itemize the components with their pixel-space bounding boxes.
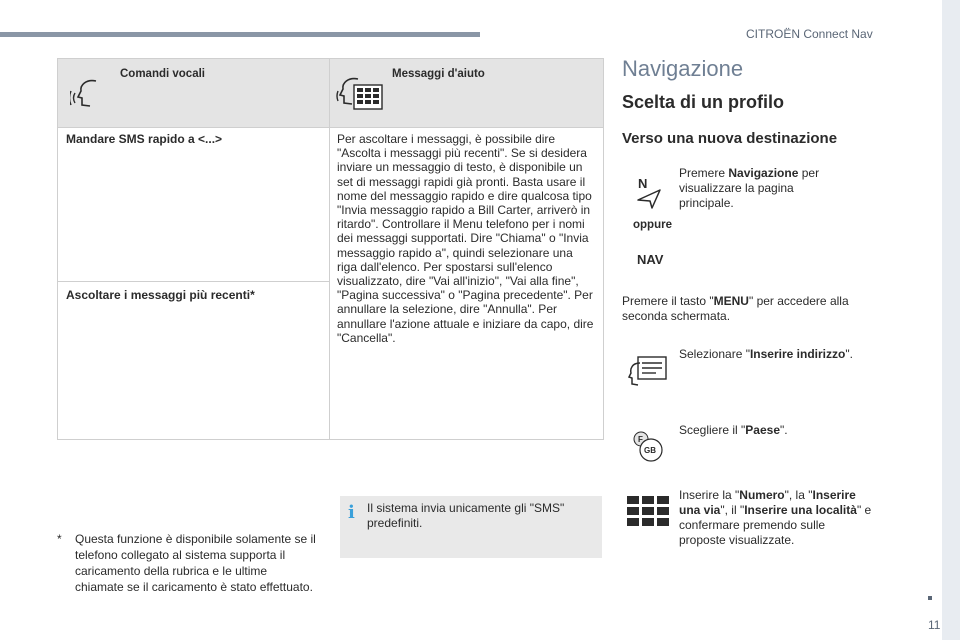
table-header-help: [330, 59, 603, 127]
header-bar: [0, 32, 480, 37]
col1-header: Comandi vocali: [120, 68, 205, 80]
page-marker: [928, 596, 932, 600]
table-header-commands: [58, 59, 330, 127]
command-listen-recent-messages: Ascoltare i messaggi più recenti*: [58, 281, 330, 439]
fgb-gb-label: GB: [644, 446, 656, 455]
step-enter-address: Selezionare "Inserire indirizzo".: [679, 347, 853, 361]
step-choose-country: Scegliere il "Paese".: [679, 423, 788, 437]
command-send-quick-sms: Mandare SMS rapido a <...>: [58, 127, 330, 281]
nav-label: NAV: [637, 252, 664, 267]
destination-section-title: Verso una nuova destinazione: [622, 130, 838, 147]
footnote-mark: *: [57, 532, 62, 546]
fgb-f-label: F: [638, 435, 643, 444]
header-title: CITROËN Connect Nav: [746, 27, 873, 41]
step-menu-button: Premere il tasto "MENU" per accedere alla seconda schermata.: [622, 294, 849, 323]
enter-address-icon: [628, 355, 668, 387]
voice-help-icon: [336, 73, 384, 113]
profile-subtitle: Scelta di un profilo: [622, 92, 785, 112]
step-enter-details: Inserire la "Numero", la "Inserire una via", il "Inserire una località" e confermare premendo sulle proposte visualizzate.: [679, 488, 872, 547]
footnote-text: Questa funzione è disponibile solamente se il telefono collegato al sistema supporta il caricamento della rubrica e le ultime chiamate se il caricamento è stato effettuato.: [75, 532, 316, 594]
voice-commands-table: [57, 58, 604, 440]
voice-command-icon: [70, 75, 106, 111]
navigation-arrow-icon: [636, 188, 662, 210]
navigation-title: Navigazione: [622, 56, 744, 81]
info-text: Il sistema invia unicamente gli "SMS" predefiniti.: [367, 501, 565, 530]
info-box: [340, 496, 602, 558]
info-icon: i: [348, 502, 355, 523]
step-navigation-button: Premere Navigazione per visualizzare la pagina principale.: [679, 166, 820, 210]
oppure-label: oppure: [633, 219, 672, 231]
footnote: [57, 531, 319, 595]
n-label: N: [638, 176, 648, 191]
help-text: Per ascoltare i messaggi, è possibile dire "Ascolta i messaggi più recenti". Se si desidera inviare un messaggio di testo, è disponibile un set di messaggi rapidi già pronti. Basta usare il nome del messaggio rapido e dire qualcosa tipo "Invia messaggio rapido a Bill Carter, arriverò in ritardo". Controllare il Menu telefono per i nomi dei messaggi supportati. Dire "Chiama" o "Invia messaggio rapido a", quindi selezionare una riga dall'elenco. Per spostarsi sull'elenco visualizzato, dire "Vai all'inizio", "Vai alla fine", "Pagina successiva" o "Pagina precedente". Per annullare la selezione, dire "Annulla". Per annullare l'azione attuale e iniziare da capo, dire "Cancella".: [330, 127, 603, 439]
col2-header: Messaggi d'aiuto: [392, 68, 485, 80]
page-edge-strip: [942, 0, 960, 640]
country-fgb-icon: [630, 429, 666, 465]
page-number: 11: [928, 618, 941, 632]
keypad-icon: [627, 496, 669, 526]
